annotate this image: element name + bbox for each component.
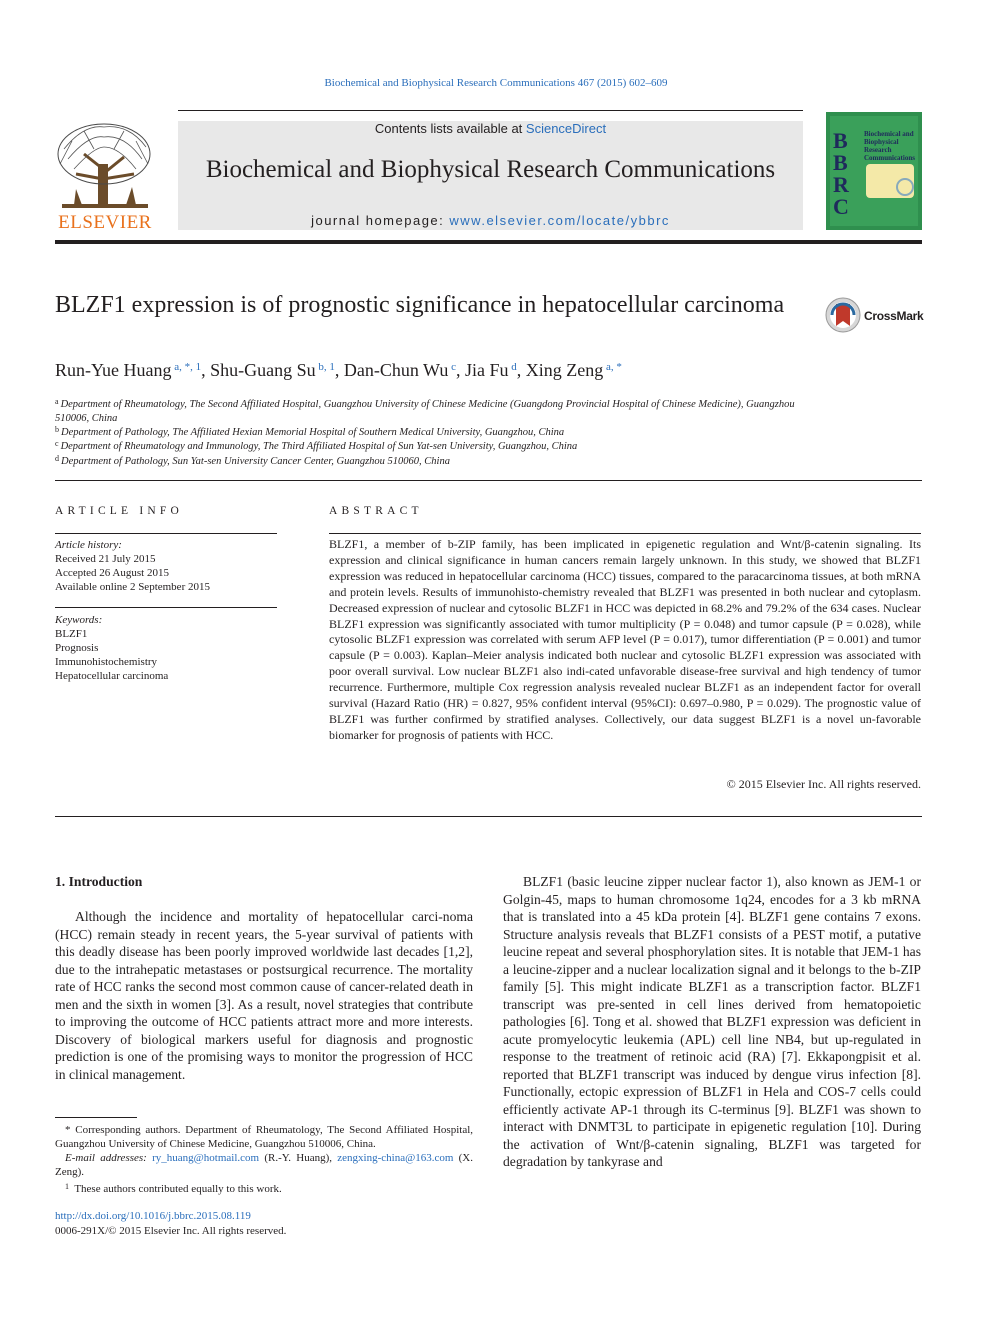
journal-name: Biochemical and Biophysical Research Communications bbox=[205, 156, 776, 183]
author-name[interactable]: Jia Fu bbox=[464, 360, 509, 380]
email-footnote bbox=[55, 1151, 473, 1179]
author-name[interactable]: Xing Zeng bbox=[525, 360, 604, 380]
journal-citation[interactable]: Biochemical and Biophysical Research Communications 467 (2015) 602–609 bbox=[324, 77, 668, 89]
affiliation-text: Department of Rheumatology and Immunology, The Third Affiliated Hospital of Sun Yat-sen University, Guangzhou, China bbox=[60, 441, 578, 452]
affiliation-text: Department of Pathology, The Affiliated Hexian Memorial Hospital of Southern Medical University, Guangzhou, China bbox=[61, 427, 565, 438]
abstract-copyright: © 2015 Elsevier Inc. All rights reserved. bbox=[726, 777, 921, 791]
history-label: Article history: bbox=[55, 539, 122, 551]
author-sup[interactable]: b, 1 bbox=[318, 361, 335, 373]
header-bottom-rule bbox=[55, 240, 922, 244]
abstract-text: BLZF1, a member of b-ZIP family, has been implicated in epigenetic regulation and Wnt/β-catenin signaling. Its expression and clinical significance in human cancers remain largely unknown. In this study, we showed that BLZF1 expression was reduced in hepatocellular carcinoma (HCC) tissues, compared to the paracarcinoma tissues, at both mRNA and protein levels. Results of immunohisto-chemistry revealed that BLZF1 was presented in both nuclear and cytoplasm. Decreased expression of nuclear and cytosolic BLZF1 in HCC was depicted in 68.2% and 79.2% of the 634 cases. Nuclear BLZF1 expression was significantly associated with tumor multiplicity (P = 0.048) and tumor capsule (P = 0.028), while cytosolic BLZF1 expression was correlated with serum AFP level (P = 0.017), tumor differentiation (P = 0.001) and tumor capsule (P = 0.003). Kaplan–Meier analysis indicated both nuclear and cytosolic BLZF1 expression was associated with poor overall survival. Low nuclear BLZF1 also indi-cated unfavorable disease-free survival and high tendency of tumor recurrence. Furthermore, multiple Cox regression analysis revealed nuclear BLZF1 as an independent factor for overall survival (Hazard Ratio (HR) = 0.827, 95% confident interval (95%CI): 0.697–0.980, P = 0.029). The prognostic value of BLZF1 was further confirmed by stratified analyses. Collectively, our data suggest BLZF1 is a novel un-favorable biomarker for prognosis of patients with HCC. bbox=[329, 537, 921, 742]
cover-letter: B bbox=[833, 128, 848, 153]
homepage-link[interactable]: www.elsevier.com/locate/ybbrc bbox=[449, 213, 670, 228]
email-link[interactable]: zengxing-china@163.com bbox=[337, 1152, 454, 1164]
email-link[interactable]: ry_huang@hotmail.com bbox=[152, 1152, 260, 1164]
equal-contribution-footnote: $^1$ These authors contributed equally to this work. bbox=[65, 1182, 282, 1195]
intro-heading: 1. Introduction bbox=[55, 874, 143, 889]
affiliation-text: Department of Pathology, Sun Yat-sen University Cancer Center, Guangzhou 510060, China bbox=[61, 456, 450, 467]
crossmark-label: CrossMark bbox=[864, 309, 924, 323]
equal-text: These authors contributed equally to this work. bbox=[74, 1183, 282, 1195]
section-rule bbox=[55, 480, 922, 481]
affiliation-mark: a bbox=[55, 397, 59, 406]
email-owner: (X. Zeng). bbox=[55, 1152, 473, 1178]
doi-link[interactable]: http://dx.doi.org/10.1016/j.bbrc.2015.08.119 bbox=[55, 1210, 251, 1222]
keywords-label: Keywords: bbox=[55, 614, 103, 626]
header-top-rule bbox=[178, 110, 803, 111]
crossmark-icon bbox=[825, 296, 865, 336]
affiliation bbox=[55, 395, 795, 426]
keywords-rule bbox=[55, 607, 277, 608]
affiliation bbox=[55, 452, 795, 469]
article-info-rule bbox=[55, 533, 277, 534]
article-history bbox=[55, 538, 277, 594]
intro-paragraph: BLZF1 (basic leucine zipper nuclear factor 1), also known as JEM-1 or Golgin-45, maps to human chromosome 1q24, encodes for a 3 kb mRNA that is translated into a 45 kDa protein [4]. BLZF1 gene contains 7 exons. Structure analysis reveals that BLZF1 consists of a PEST motif, a putative leucine repeat and several phosphorylation sites. It is notable that JEM-1 has a leucine-zipper and a nuclear localization signal and it belongs to the b-ZIP family [5]. This might indicate BLZF1 as a transcription factor. BLZF1 transcript was pre-sented in cell lines derived from hematopoietic pathologies [6]. Tong et al. showed that BLZF1 expression was deficient in acute promyelocytic leukemia (APL) cell line NB4, but up-regulated in response to the treatment of retinoic acid (RA) [7]. Ekkapongpisit et al. reported that BLZF1 transcript was induced by dengue virus infection [8]. Functionally, ectopic expression of BLZF1 in Hela and COS-7 cells could efficiently activate AP-1 through its C-terminus [9]. BLZF1 was shown to interact with DNMT3L to participate in epigenetic regulation [10]. During the activation of Wnt/β-catenin signaling, BLZF1 was targeted for degradation by tankyrase and bbox=[503, 874, 921, 1169]
author-name[interactable]: Run-Yue Huang bbox=[55, 360, 172, 380]
sciencedirect-link[interactable]: ScienceDirect bbox=[525, 121, 607, 136]
corresponding-footnote: * Corresponding authors. Department of Rheumatology, The Second Affiliated Hospital, Guangzhou University of Chinese Medicine, Guangzhou 510006, China. bbox=[55, 1124, 474, 1150]
keywords bbox=[55, 613, 277, 683]
intro-paragraph: Although the incidence and mortality of hepatocellular carci-noma (HCC) remain steady in recent years, the 5-year survival of patients with this deadly disease has been poorly improved worldwide last decades [1,2], due to the intrahepatic metastases or postsurgical recurrence. The mortality rate of HCC ranks the second most common cause of cancer-related death in men and the sixth in women [3]. As a result, novel strategies that contribute to improving the outcome of HCC patients attract more and more interests. Discovery of biological markers useful for diagnosis and prognostic prediction is one of the promising ways to monitor the progression of HCC in clinical management. bbox=[55, 909, 473, 1082]
issn-line: 0006-291X/© 2015 Elsevier Inc. All rights reserved. bbox=[55, 1225, 287, 1237]
cover-title: Biochemical and Biophysical Research Communications bbox=[864, 130, 915, 162]
cover-letter: C bbox=[833, 194, 849, 219]
affiliation-mark: b bbox=[55, 425, 59, 434]
history-item: Accepted 26 August 2015 bbox=[55, 567, 169, 579]
keyword: BLZF1 bbox=[55, 628, 88, 640]
affiliation-text: Department of Rheumatology, The Second Affiliated Hospital, Guangzhou University of Chinese Medicine (Guangdong Provincial Hospital of Chinese Medicine), Guangzhou 510006, China bbox=[55, 399, 795, 424]
history-item: Available online 2 September 2015 bbox=[55, 581, 210, 593]
author-sup[interactable]: c bbox=[451, 361, 456, 373]
keyword: Prognosis bbox=[55, 642, 99, 654]
email-owner: (R.-Y. Huang), bbox=[264, 1152, 333, 1164]
footnote-rule bbox=[55, 1117, 137, 1118]
article-info-heading: ARTICLE INFO bbox=[55, 505, 183, 517]
cover-figure-ring bbox=[896, 178, 914, 196]
section-rule bbox=[55, 816, 922, 817]
keyword: Immunohistochemistry bbox=[55, 656, 158, 668]
author-sup[interactable]: a, * bbox=[605, 361, 622, 373]
author-name[interactable]: Dan-Chun Wu bbox=[343, 360, 449, 380]
affiliation-mark: c bbox=[55, 439, 59, 448]
cover-letter: B bbox=[833, 150, 848, 175]
contents-prefix: Contents lists available at bbox=[374, 121, 526, 136]
cover-letter: R bbox=[833, 172, 849, 197]
author-sup[interactable]: d bbox=[511, 361, 517, 373]
history-item: Received 21 July 2015 bbox=[55, 553, 156, 565]
affiliation-mark: d bbox=[55, 454, 59, 463]
author-name[interactable]: Shu-Guang Su bbox=[210, 360, 316, 380]
author-list: Run-Yue Huang $^{a, *, 1}$, Shu-Guang Su $^{b, 1}$, Dan-Chun Wu $^c$, Jia Fu $^d$, Xing Zeng $^{a, *}$ bbox=[55, 360, 622, 380]
corresponding-text: Corresponding authors. Department of Rheumatology, The Second Affiliated Hospital, Guangzhou University of Chinese Medicine, Guangzhou 510006, China. bbox=[55, 1124, 474, 1150]
email-label: E-mail addresses: bbox=[65, 1152, 147, 1164]
elsevier-wordmark: ELSEVIER bbox=[58, 212, 152, 233]
article-title: BLZF1 expression is of prognostic significance in hepatocellular carcinoma bbox=[55, 292, 785, 318]
keyword: Hepatocellular carcinoma bbox=[55, 670, 169, 682]
cover-letters bbox=[833, 130, 849, 218]
journal-cover-thumbnail[interactable] bbox=[826, 112, 922, 230]
abstract-rule bbox=[329, 533, 921, 534]
journal-homepage bbox=[178, 213, 803, 228]
author-sup[interactable]: a, *, 1 bbox=[174, 361, 202, 373]
contents-availability bbox=[178, 121, 803, 136]
abstract-heading: ABSTRACT bbox=[329, 505, 423, 517]
homepage-prefix: journal homepage: bbox=[311, 213, 450, 228]
